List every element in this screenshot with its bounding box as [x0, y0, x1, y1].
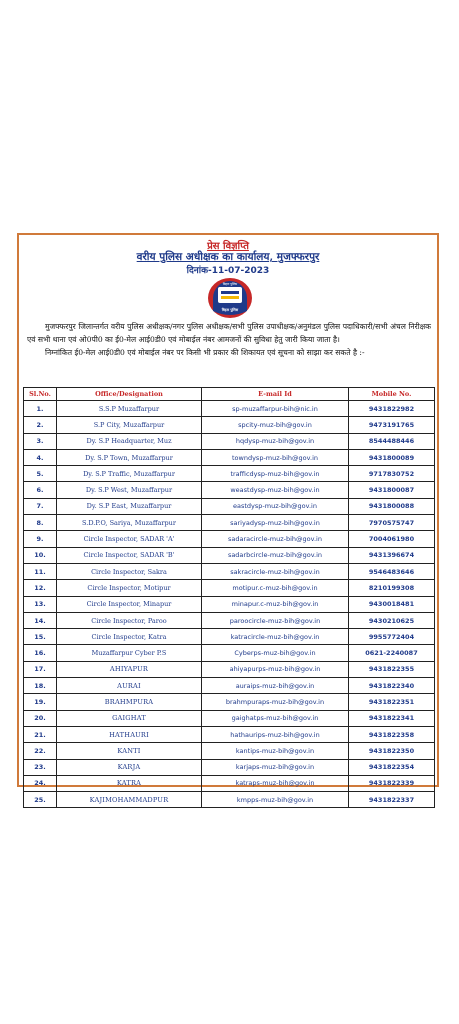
row-sl-no: 5.: [24, 466, 57, 482]
row-office: Circle Inspector, SADAR 'A': [57, 531, 202, 547]
logo-text: बिहार पुलिस: [222, 282, 238, 286]
row-mobile: 9546483646: [349, 563, 435, 579]
row-office: Dy. S.P Town, Muzaffarpur: [57, 449, 202, 465]
row-sl-no: 4.: [24, 449, 57, 465]
bihar-police-emblem-icon: [205, 275, 255, 319]
table-row: [24, 726, 435, 742]
row-office: S.P City, Muzaffarpur: [57, 417, 202, 433]
row-mobile: 9431822341: [349, 710, 435, 726]
row-sl-no: 14.: [24, 612, 57, 628]
row-office: S.D.P.O, Sariya, Muzaffarpur: [57, 515, 202, 531]
row-office: Dy. S.P Traffic, Muzaffarpur: [57, 466, 202, 482]
header-sl-no: Sl.No.: [24, 388, 57, 401]
row-sl-no: 24.: [24, 775, 57, 791]
row-office: Circle Inspector, Katra: [57, 629, 202, 645]
row-office: BRAHMPURA: [57, 694, 202, 710]
intro-paragraph-line1: मुजफ्फरपुर जिलान्तर्गत वरीय पुलिस अधीक्षक/नगर पुलिस अधीक्षक/सभी पुलिस उपाधीक्षक/अनुमंडल पुलिस पदाधिकारी/सभी अंचल निरीक्षक एवं सभी थाना एवं ओ0पी0 का ई0-मेल आई0डी0 एवं मोबाईल नंबर आमजनों की सुविधा हेतु जारी किया जाता है।: [27, 322, 431, 344]
row-office: KAJIMOHAMMADPUR: [57, 792, 202, 808]
row-mobile: 9431822340: [349, 678, 435, 694]
row-mobile: 9717830752: [349, 466, 435, 482]
row-email[interactable]: minapur.c-muz-bih@gov.in: [202, 596, 349, 612]
intro-paragraph-line2: निम्नांकित ई0-मेल आई0डी0 एवं मोबाईल नंबर पर किसी भी प्रकार की शिकायत एवं सूचना को साझा कर सकते है :-: [45, 348, 365, 357]
row-email[interactable]: karjaps-muz-bih@gov.in: [202, 759, 349, 775]
table-row: [24, 580, 435, 596]
row-mobile: 9431396674: [349, 547, 435, 563]
row-email[interactable]: gaighatps-muz-bih@gov.in: [202, 710, 349, 726]
row-sl-no: 3.: [24, 433, 57, 449]
table-row: [24, 515, 435, 531]
row-mobile: 7004061980: [349, 531, 435, 547]
row-sl-no: 2.: [24, 417, 57, 433]
row-sl-no: 21.: [24, 726, 57, 742]
table-row: [24, 417, 435, 433]
row-email[interactable]: hathaurips-muz-bih@gov.in: [202, 726, 349, 742]
row-sl-no: 16.: [24, 645, 57, 661]
header-office: Office/Designation: [57, 388, 202, 401]
row-email[interactable]: eastdysp-muz-bih@gov.in: [202, 498, 349, 514]
row-email[interactable]: motipur.c-muz-bih@gov.in: [202, 580, 349, 596]
row-email[interactable]: sadaracircle-muz-bih@gov.in: [202, 531, 349, 547]
table-row: [24, 629, 435, 645]
row-mobile: 8544488446: [349, 433, 435, 449]
row-sl-no: 12.: [24, 580, 57, 596]
row-email[interactable]: towndysp-muz-bih@gov.in: [202, 449, 349, 465]
row-mobile: 9430210625: [349, 612, 435, 628]
row-mobile: 9473191765: [349, 417, 435, 433]
row-office: KANTI: [57, 743, 202, 759]
row-sl-no: 17.: [24, 661, 57, 677]
row-office: Dy. S.P Headquarter, Muz: [57, 433, 202, 449]
row-email[interactable]: brahmpuraps-muz-bih@gov.in: [202, 694, 349, 710]
table-row: [24, 694, 435, 710]
row-email[interactable]: spcity-muz-bih@gov.in: [202, 417, 349, 433]
row-office: Circle Inspector, Minapur: [57, 596, 202, 612]
row-office: AHIYAPUR: [57, 661, 202, 677]
row-sl-no: 6.: [24, 482, 57, 498]
row-sl-no: 1.: [24, 401, 57, 417]
row-email[interactable]: weastdysp-muz-bih@gov.in: [202, 482, 349, 498]
row-sl-no: 18.: [24, 678, 57, 694]
row-office: Circle Inspector, Sakra: [57, 563, 202, 579]
table-row: [24, 612, 435, 628]
table-row: [24, 775, 435, 791]
table-row: [24, 710, 435, 726]
row-mobile: 9431822351: [349, 694, 435, 710]
row-mobile: 9431822350: [349, 743, 435, 759]
row-email[interactable]: sakracircle-muz-bih@gov.in: [202, 563, 349, 579]
row-office: HATHAURI: [57, 726, 202, 742]
row-email[interactable]: kantips-muz-bih@gov.in: [202, 743, 349, 759]
row-email[interactable]: sariyadysp-muz-bih@gov.in: [202, 515, 349, 531]
row-sl-no: 13.: [24, 596, 57, 612]
row-office: GAIGHAT: [57, 710, 202, 726]
row-email[interactable]: paroocircle-muz-bih@gov.in: [202, 612, 349, 628]
table-row: [24, 678, 435, 694]
row-mobile: 9431822354: [349, 759, 435, 775]
table-header-row: [24, 388, 435, 401]
table-row: [24, 645, 435, 661]
row-mobile: 0621-2240087: [349, 645, 435, 661]
row-sl-no: 15.: [24, 629, 57, 645]
row-sl-no: 8.: [24, 515, 57, 531]
table-row: [24, 661, 435, 677]
row-mobile: 9431822337: [349, 792, 435, 808]
table-row: [24, 547, 435, 563]
office-title: वरीय पुलिस अधीक्षक का कार्यालय, मुजफ्फरपुर: [136, 251, 320, 263]
row-mobile: 8210199308: [349, 580, 435, 596]
contact-table: [23, 387, 435, 808]
row-office: Muzaffarpur Cyber P.S: [57, 645, 202, 661]
row-sl-no: 20.: [24, 710, 57, 726]
table-row: [24, 596, 435, 612]
intro-paragraph: [27, 320, 431, 359]
row-sl-no: 7.: [24, 498, 57, 514]
table-row: [24, 482, 435, 498]
row-mobile: 9431800089: [349, 449, 435, 465]
row-office: Circle Inspector, Motipur: [57, 580, 202, 596]
table-row: [24, 792, 435, 808]
release-date: दिनांक-11-07-2023: [186, 266, 270, 276]
table-row: [24, 466, 435, 482]
row-mobile: 9431800087: [349, 482, 435, 498]
table-row: [24, 433, 435, 449]
press-release-frame: [17, 233, 439, 804]
row-office: Dy. S.P West, Muzaffarpur: [57, 482, 202, 498]
row-sl-no: 11.: [24, 563, 57, 579]
row-sl-no: 23.: [24, 759, 57, 775]
row-email[interactable]: katraps-muz-bih@gov.in: [202, 775, 349, 791]
row-mobile: 9431822982: [349, 401, 435, 417]
table-row: [24, 531, 435, 547]
row-office: Dy. S.P East, Muzaffarpur: [57, 498, 202, 514]
header-email: E-mail Id: [202, 388, 349, 401]
row-email[interactable]: hqdysp-muz-bih@gov.in: [202, 433, 349, 449]
table-row: [24, 759, 435, 775]
row-email[interactable]: sp-muzaffarpur-bih@nic.in: [202, 401, 349, 417]
table-row: [24, 563, 435, 579]
row-email[interactable]: katracircle-muz-bih@gov.in: [202, 629, 349, 645]
row-office: Circle Inspector, Paroo: [57, 612, 202, 628]
row-email[interactable]: kmpps-muz-bih@gov.in: [202, 792, 349, 808]
table-row: [24, 449, 435, 465]
row-email[interactable]: auraips-muz-bih@gov.in: [202, 678, 349, 694]
row-mobile: 9431800088: [349, 498, 435, 514]
table-row: [24, 498, 435, 514]
row-office: AURAI: [57, 678, 202, 694]
row-mobile: 7970575747: [349, 515, 435, 531]
row-email[interactable]: sadarbcircle-muz-bih@gov.in: [202, 547, 349, 563]
row-email[interactable]: ahiyapurps-muz-bih@gov.in: [202, 661, 349, 677]
row-sl-no: 25.: [24, 792, 57, 808]
row-mobile: 9955772404: [349, 629, 435, 645]
row-office: Circle Inspector, SADAR 'B': [57, 547, 202, 563]
row-office: KATRA: [57, 775, 202, 791]
row-sl-no: 10.: [24, 547, 57, 563]
row-mobile: 9431822355: [349, 661, 435, 677]
row-mobile: 9431822358: [349, 726, 435, 742]
row-office: S.S.P Muzaffarpur: [57, 401, 202, 417]
row-sl-no: 19.: [24, 694, 57, 710]
logo-banner-text: बिहार पुलिस: [221, 308, 239, 312]
row-email[interactable]: trafficdysp-muz-bih@gov.in: [202, 466, 349, 482]
header-mobile: Mobile No.: [349, 388, 435, 401]
row-mobile: 9431822339: [349, 775, 435, 791]
row-sl-no: 9.: [24, 531, 57, 547]
table-row: [24, 401, 435, 417]
press-release-title: प्रेस विज्ञप्ति: [207, 241, 249, 252]
row-mobile: 9430018481: [349, 596, 435, 612]
row-email[interactable]: Cyberps-muz-bih@gov.in: [202, 645, 349, 661]
table-row: [24, 743, 435, 759]
row-office: KARJA: [57, 759, 202, 775]
row-sl-no: 22.: [24, 743, 57, 759]
